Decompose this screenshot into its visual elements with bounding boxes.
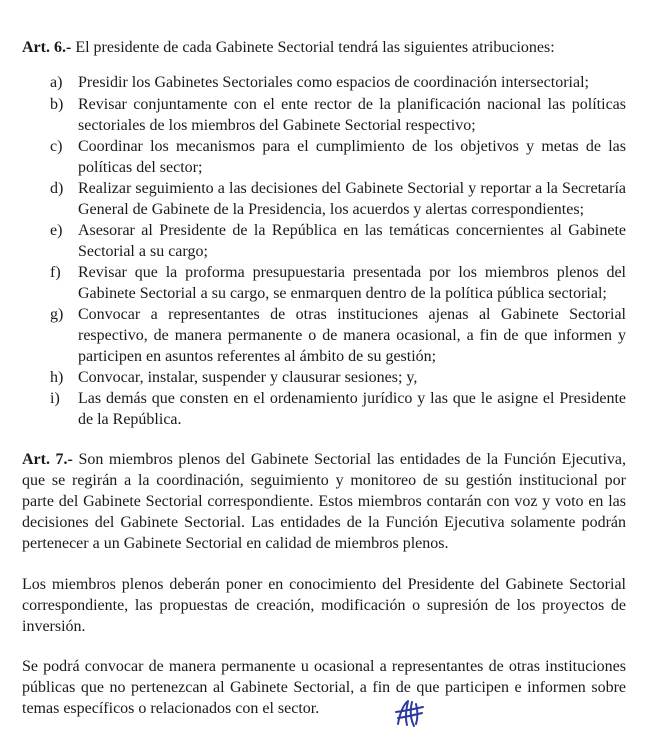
item-marker: c) [50,138,63,155]
art7-line: pertenecer a un Gabinete Sectorial en calidad de miembros plenos. [22,535,449,552]
paragraph-line: inversión. [22,618,86,635]
item-line: sectoriales de los miembros del Gabinete Sectorial respectivo; [78,117,476,134]
paragraph-line: públicas que no pertenezcan al Gabinete Sectorial, a fin de que participen e informen sobre [22,679,626,696]
paragraph-line: Los miembros plenos deberán poner en conocimiento del Presidente del Gabinete Sectorial [22,576,626,593]
item-line: Las demás que consten en el ordenamiento jurídico y las que le asigne el Presidente [78,390,626,407]
item-line: General de Gabinete de la Presidencia, los acuerdos y alertas correspondientes; [78,201,585,218]
art6-label: Art. 6.- [22,39,72,56]
item-marker: i) [50,390,60,407]
item-marker: a) [50,74,63,91]
item-line: políticas del sector; [78,159,203,176]
item-line: Asesorar al Presidente de la República en las temáticas concernientes al Gabinete [78,222,626,239]
art6-heading-line [22,38,626,58]
paragraph-line: correspondiente, las propuestas de creación, modificación o supresión de los proyectos de [22,597,626,614]
art7-label: Art. 7.- [22,451,73,468]
item-marker: b) [50,96,64,113]
paragraph-line: temas específicos o relacionados con el sector. [22,700,320,717]
paragraph-line: Se podrá convocar de manera permanente u ocasional a representantes de otras instituciones [22,658,626,675]
handwritten-signature [392,698,426,728]
art7-line [22,450,626,470]
item-line: Convocar a representantes de otras instituciones ajenas al Gabinete Sectorial [78,306,626,323]
item-line: participen en asuntos referentes al ámbito de su gestión; [78,348,437,365]
item-line: Gabinete Sectorial a su cargo, se enmarquen dentro de la política pública sectorial; [78,285,607,302]
art7-text: Son miembros plenos del Gabinete Sectorial las entidades de la Función Ejecutiva, [78,451,627,468]
art7-line: que se regirán a la coordinación, seguimiento y monitoreo de su gestión institucional por [22,472,626,489]
item-line: Revisar conjuntamente con el ente rector de la planificación nacional las políticas [78,96,626,113]
item-line: de la República. [78,411,182,428]
item-line: Convocar, instalar, suspender y clausurar sesiones; y, [78,369,418,386]
item-marker: d) [50,180,64,197]
item-line: Revisar que la proforma presupuestaria presentada por los miembros plenos del [78,264,626,281]
item-marker: g) [50,306,64,323]
item-line: Sectorial a su cargo; [78,243,208,260]
art6-intro: El presidente de cada Gabinete Sectorial tendrá las siguientes atribuciones: [75,39,555,56]
item-line: Presidir los Gabinetes Sectoriales como espacios de coordinación intersectorial; [78,74,589,91]
item-line: Coordinar los mecanismos para el cumplimiento de los objetivos y metas de las [78,138,626,155]
art7-line: parte del Gabinete Sectorial correspondiente. Estos miembros contarán con voz y voto en las [22,493,626,510]
item-line: Realizar seguimiento a las decisiones del Gabinete Sectorial y reportar a la Secretaría [78,180,626,197]
art7-line: decisiones del Gabinete Sectorial. Las entidades de la Función Ejecutiva solamente podrán [22,514,626,531]
item-marker: f) [50,264,61,281]
item-marker: h) [50,369,64,386]
item-marker: e) [50,222,63,239]
item-line: respectivo, de manera permanente o de manera ocasional, a fin de que informen y [78,327,626,344]
